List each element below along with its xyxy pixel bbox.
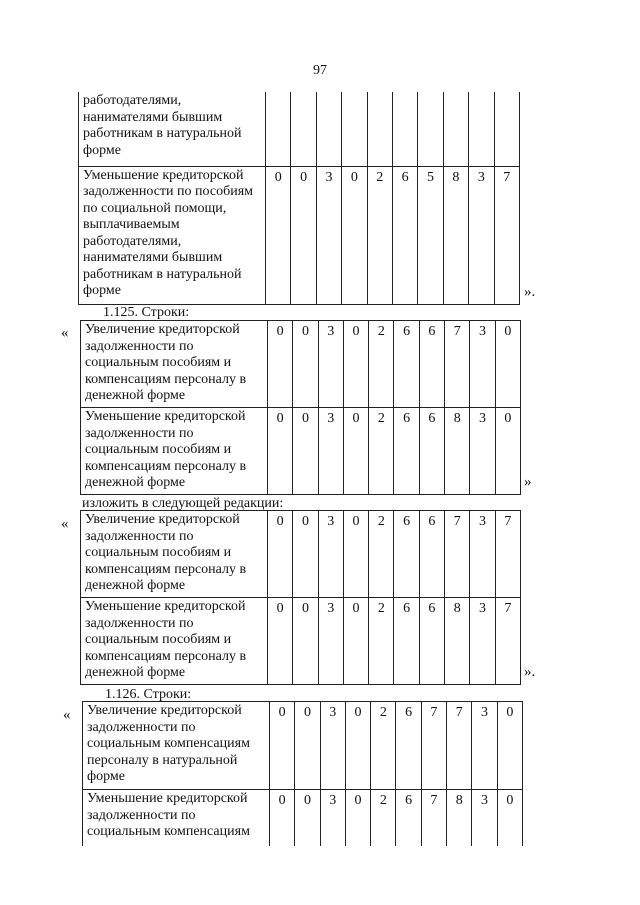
row-label: Увеличение кредиторской задолженности по социальным пособиям и компенсациям персоналу в денежной форме	[81, 511, 268, 598]
code-digit: 0	[343, 598, 368, 685]
code-digit: 3	[470, 598, 495, 685]
table-row	[81, 511, 521, 598]
code-digit: 6	[419, 321, 444, 408]
closing-quote: »	[524, 474, 532, 490]
code-digit: 0	[342, 166, 367, 304]
code-digit: 0	[343, 408, 368, 495]
instruction-text: изложить в следующей редакции:	[82, 496, 284, 511]
opening-quote: «	[61, 325, 69, 341]
code-digit: 3	[470, 511, 495, 598]
code-digit: 8	[443, 166, 468, 304]
code-digit	[443, 92, 468, 166]
table-row	[83, 790, 523, 846]
code-digit: 6	[419, 598, 444, 685]
code-digit: 0	[497, 790, 522, 846]
table-row	[79, 166, 520, 304]
code-digit: 6	[396, 790, 421, 846]
row-label: Увеличение кредиторской задолженности по социальным компенсациям персоналу в натуральной форме	[83, 702, 270, 790]
table-row	[81, 408, 521, 495]
closing-quote: ».	[524, 664, 536, 680]
code-digit	[418, 92, 443, 166]
code-digit: 7	[445, 511, 470, 598]
code-digit: 0	[268, 408, 293, 495]
code-digit: 3	[472, 790, 497, 846]
code-digit: 7	[495, 598, 520, 685]
code-digit: 0	[343, 511, 368, 598]
code-digit	[342, 92, 367, 166]
code-digit: 0	[345, 702, 370, 790]
closing-quote: ».	[524, 284, 536, 300]
code-digit: 0	[495, 408, 520, 495]
code-digit: 3	[469, 166, 494, 304]
table-row	[81, 321, 521, 408]
row-label: Уменьшение кредиторской задолженности по социальным компенсациям	[83, 790, 270, 846]
code-digit: 3	[318, 408, 343, 495]
row-label: Уменьшение кредиторской задолженности по пособиям по социальной помощи, выплачиваемым работодателями, нанимателями бывшим работникам в натуральной форме	[79, 166, 266, 304]
code-digit: 0	[268, 511, 293, 598]
code-digit: 8	[445, 408, 470, 495]
code-digit: 0	[268, 598, 293, 685]
table-row	[83, 702, 523, 790]
code-digit: 0	[270, 790, 295, 846]
code-digit: 0	[343, 321, 368, 408]
code-digit: 2	[369, 598, 394, 685]
code-digit: 6	[419, 408, 444, 495]
code-digit	[291, 92, 316, 166]
code-digit: 2	[369, 321, 394, 408]
code-digit: 3	[316, 166, 341, 304]
code-digit: 3	[320, 702, 345, 790]
code-digit: 0	[293, 321, 318, 408]
code-digit	[494, 92, 519, 166]
code-digit: 0	[293, 598, 318, 685]
code-digit: 6	[394, 321, 419, 408]
code-digit: 0	[270, 702, 295, 790]
section-caption: 1.126. Строки:	[105, 687, 192, 702]
code-digit: 0	[295, 790, 320, 846]
code-digit: 7	[494, 166, 519, 304]
page-number: 97	[313, 63, 327, 78]
code-digit: 0	[266, 166, 291, 304]
code-digit	[367, 92, 392, 166]
code-digit: 8	[447, 790, 472, 846]
code-digit: 0	[291, 166, 316, 304]
code-digit: 8	[445, 598, 470, 685]
code-digit	[392, 92, 417, 166]
code-digit: 6	[392, 166, 417, 304]
code-digit: 5	[418, 166, 443, 304]
code-digit: 3	[318, 511, 343, 598]
code-digit	[316, 92, 341, 166]
code-digit: 7	[445, 321, 470, 408]
code-digit: 3	[470, 408, 495, 495]
code-digit: 7	[495, 511, 520, 598]
row-label: работодателями, нанимателями бывшим работникам в натуральной форме	[79, 92, 266, 166]
opening-quote: «	[61, 516, 69, 532]
code-digit: 6	[396, 702, 421, 790]
code-digit: 3	[318, 598, 343, 685]
code-digit: 0	[293, 511, 318, 598]
row-label: Увеличение кредиторской задолженности по социальным пособиям и компенсациям персоналу в денежной форме	[81, 321, 268, 408]
code-digit: 0	[295, 702, 320, 790]
code-digit: 2	[367, 166, 392, 304]
section-caption: 1.125. Строки:	[103, 305, 190, 320]
code-digit: 2	[371, 790, 396, 846]
table-row	[79, 92, 520, 166]
code-digit: 3	[472, 702, 497, 790]
code-digit: 7	[421, 790, 446, 846]
code-digit	[266, 92, 291, 166]
code-digit: 6	[394, 598, 419, 685]
table-row	[81, 598, 521, 685]
code-digit: 2	[371, 702, 396, 790]
code-digit: 0	[345, 790, 370, 846]
code-digit: 6	[419, 511, 444, 598]
code-digit: 2	[369, 511, 394, 598]
code-table-3	[80, 510, 521, 685]
code-digit: 0	[495, 321, 520, 408]
code-digit: 3	[318, 321, 343, 408]
code-digit: 0	[497, 702, 522, 790]
code-digit: 6	[394, 511, 419, 598]
code-digit: 6	[394, 408, 419, 495]
code-digit	[469, 92, 494, 166]
code-table-1	[78, 92, 520, 305]
code-table-2	[80, 320, 521, 495]
code-digit: 0	[268, 321, 293, 408]
code-digit: 7	[447, 702, 472, 790]
row-label: Уменьшение кредиторской задолженности по социальным пособиям и компенсациям персоналу в денежной форме	[81, 598, 268, 685]
code-digit: 0	[293, 408, 318, 495]
code-digit: 7	[421, 702, 446, 790]
code-table-4	[82, 701, 523, 846]
code-digit: 3	[470, 321, 495, 408]
code-digit: 2	[369, 408, 394, 495]
code-digit: 3	[320, 790, 345, 846]
row-label: Уменьшение кредиторской задолженности по социальным пособиям и компенсациям персоналу в денежной форме	[81, 408, 268, 495]
opening-quote: «	[63, 707, 71, 723]
